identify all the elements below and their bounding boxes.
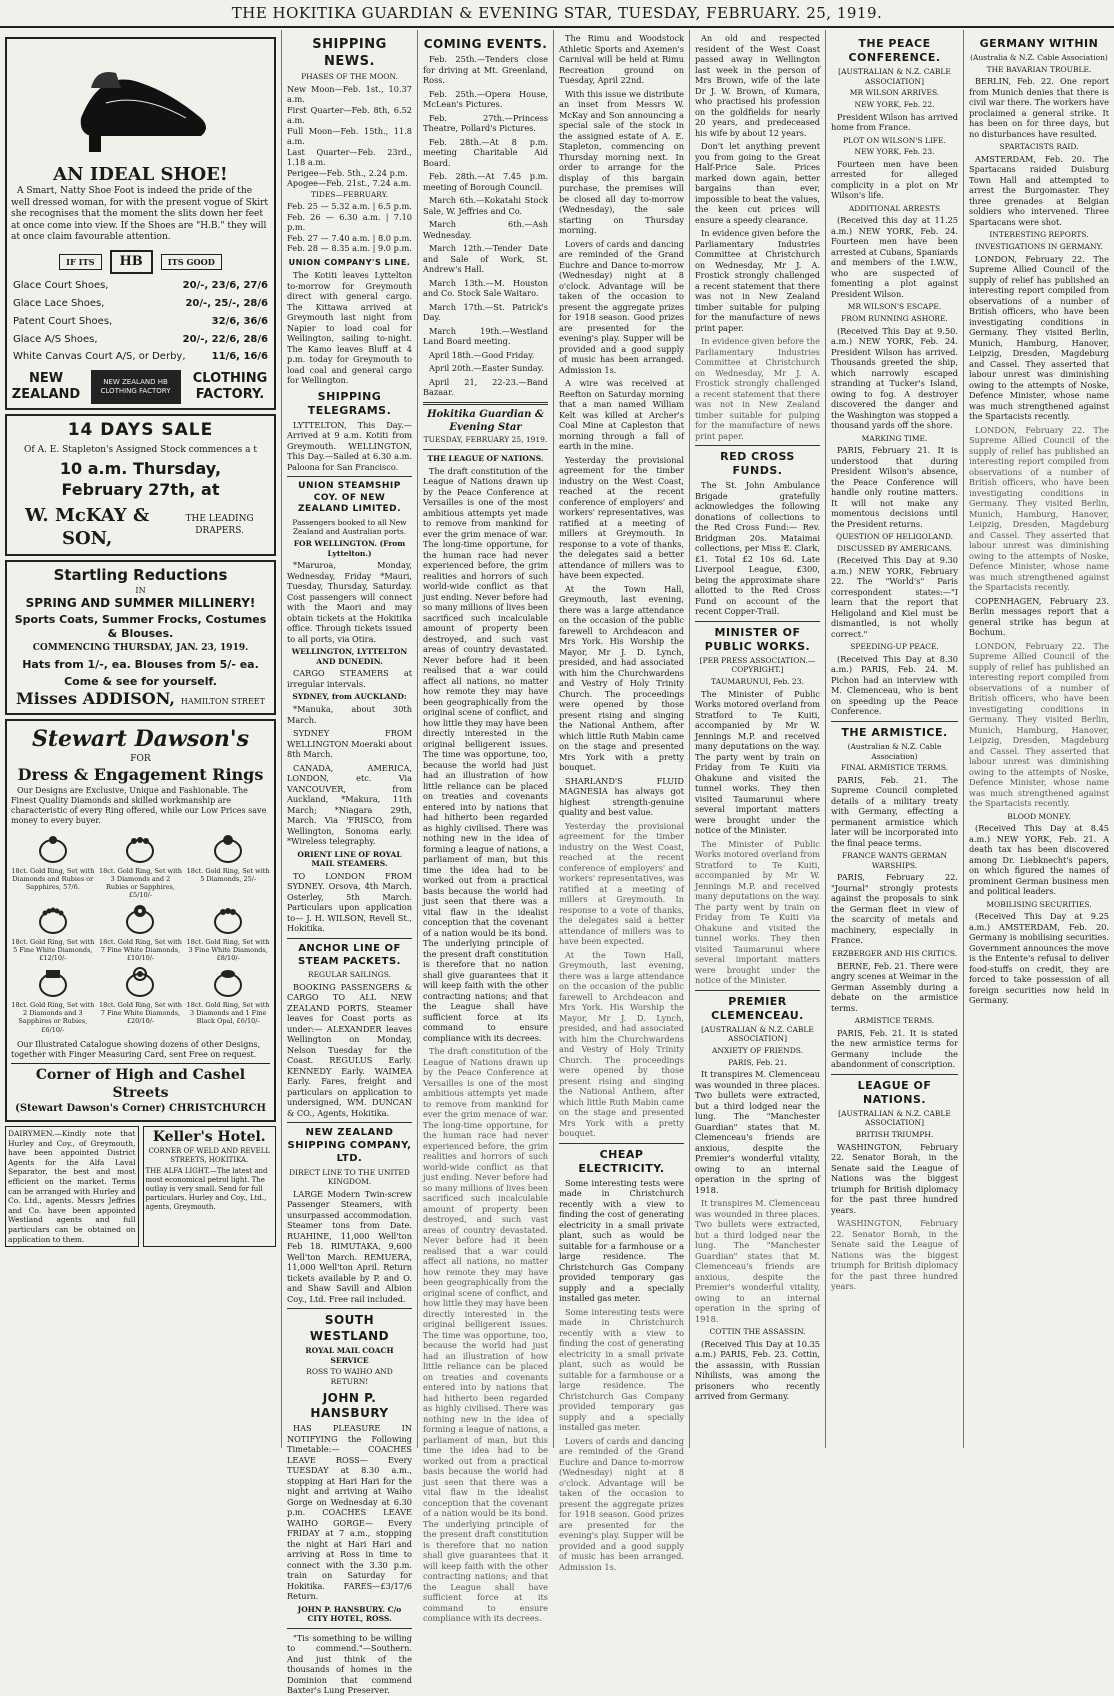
blood-head: BLOOD MONEY. bbox=[1007, 811, 1071, 821]
price-list bbox=[11, 280, 270, 364]
column-germany bbox=[964, 30, 1114, 1448]
tide-item: Feb. 26 — 6.30 a.m. | 7.10 p.m. bbox=[287, 211, 412, 233]
footer-right: CLOTHING FACTORY. bbox=[192, 370, 268, 403]
sale-headline: 14 DAYS SALE bbox=[67, 420, 214, 441]
keller-body: THE ALFA LIGHT.—The latest and most economical petrol light. The outlay is very small. Send for full particulars. Hurley and Coy., Ltd., agents, Greymouth. bbox=[145, 1166, 268, 1211]
ring-icon bbox=[208, 833, 248, 865]
millinery-sub: SPRING AND SUMMER MILLINERY! bbox=[25, 595, 256, 610]
ring-item bbox=[11, 833, 95, 900]
marking-head: MARKING TIME. bbox=[861, 433, 928, 443]
speeding-head: SPEEDING-UP PEACE. bbox=[850, 642, 939, 652]
divider bbox=[695, 990, 820, 991]
minister-head: MINISTER OF PUBLIC WORKS. bbox=[704, 625, 811, 653]
helgoland-head: QUESTION OF HELIGOLAND. bbox=[835, 532, 954, 542]
sydney-text: *Manuka, about 30th March. bbox=[287, 704, 412, 725]
news-para: Yesterday the provisional agreement for the timber industry on the West Coast, reached at the recent conference of employers' and workers' representatives, was ratified at a meeting of millers at Greymouth. In response to a vote of thanks, the delegates said a better attendance of millers was to have been expected. bbox=[559, 820, 684, 946]
armistice-head: THE ARMISTICE. bbox=[841, 725, 948, 739]
banner-left: IF ITS bbox=[59, 254, 101, 271]
investigations-head: INTERESTING REPORTS. bbox=[989, 230, 1089, 240]
south-sub: ROYAL MAIL COACH SERVICE bbox=[305, 1346, 394, 1365]
ring-item bbox=[11, 904, 95, 963]
helgoland-text: (Received This Day at 9.30 a.m.) NEW YORK, February 22. The "World's" Paris correspondent states:—"I learn that the report that Heligoland and Kiel must be dismantled, is not wholly correct." bbox=[831, 555, 958, 639]
wld-text: CARGO STEAMERS at irregular intervals. bbox=[287, 668, 412, 689]
tide-item: Feb. 28 — 8.35 a.m. | 9.0 p.m. bbox=[287, 243, 412, 254]
hansbury-text: HAS PLEASURE IN NOTIFYING the Following Timetable:— COACHES LEAVE ROSS— Every TUESDAY at 8.30 a.m., stopping at Hari Hari for the night and arriving at Waiho Gorge on Wednesday at 6.30 p.m. COACHES LEAVE WAIHO GORGE— Every FRIDAY at 7 a.m., stopping the night at Hari Hari and arriving at Ross in time to connect with the 3.30 p.m. train on Saturday for Hokitika. FARES—£3/17/6 Return. bbox=[287, 1423, 412, 1602]
ring-icon bbox=[120, 904, 160, 936]
south-sub2: ROSS TO WAIHO AND RETURN! bbox=[306, 1367, 393, 1386]
keller-title: Keller's Hotel. bbox=[152, 1129, 266, 1146]
column-events-editorial bbox=[418, 30, 554, 1624]
factory-logo: NEW ZEALAND HB CLOTHING FACTORY bbox=[91, 370, 181, 404]
red-cross-head: RED CROSS FUNDS. bbox=[720, 450, 795, 478]
event-item: Feb. 25th.—Tenders close for driving at Mt. Greenland, Ross. bbox=[423, 54, 548, 86]
shoe-illustration bbox=[11, 43, 270, 163]
paper-date: TUESDAY, FEBRUARY 25, 1919. bbox=[423, 435, 548, 445]
news-para: At the Town Hall, Greymouth, last evening, there was a large attendance on the occasion of the public farewell to Archdeacon and Mrs York. His Worship the Mayor, Mr J. D. Lynch, presided, and had associated with him the Churchwardens and Vestry of Holy Trinity Church. The proceedings were opened by those present rising and singing the National Anthem, after which little Ruth Mabin came on the stage and presented Mrs York with a pretty bouquet. bbox=[559, 583, 684, 772]
news-para: With this issue we distribute an inset from Messrs W. McKay and Son announcing a special sale of the stock in the assigned estate of A. E. Stapleton, commencing on Thursday morning next. In order to arrange for the display of this bargain purchase, the premises will be closed all day to-morrow (Wednesday), the sale starting on Thursday morning. bbox=[559, 88, 684, 235]
event-item: March 6th.—Kokatahi Stock Sale, W. Jeffries and Co. bbox=[423, 195, 548, 216]
erzberger-head: ERZBERGER AND HIS CRITICS. bbox=[831, 948, 958, 958]
wilson-text: President Wilson has arrived home from France. bbox=[831, 111, 958, 133]
quote-text: "Tis something to be willing to commend."—Southern. And just think of the thousands of homes in the Dominion that commend Baxter's Lung Preserver. bbox=[287, 1632, 412, 1696]
canada-text: CANADA, AMERICA, LONDON, etc. Via VANCOUVER, from Auckland, *Makura, 11th March; *Niagara 29th, March. Via 'FRISCO, from Wellington, Sonoma early. *Wireless telegraphy. bbox=[287, 762, 412, 847]
divider bbox=[559, 1143, 684, 1144]
hb-logo: HB bbox=[110, 250, 153, 275]
ring-item bbox=[186, 904, 270, 963]
news-para: An old and respected resident of the West Coast passed away in Wellington last week in the person of Mrs Brown, wife of the late Dr J. W. Brown, of Kumara, who practised his profession on the goldfields for nearly 20 years, and predeceased his wife by about 12 years. bbox=[695, 33, 820, 138]
league-title: BRITISH TRIUMPH. bbox=[855, 1129, 934, 1139]
escape-sub: FROM RUNNING ASHORE. bbox=[841, 313, 948, 323]
price-row bbox=[13, 316, 268, 329]
news-para: SHARLAND'S FLUID MAGNESIA has always got highest strength-genuine quality and best value. bbox=[559, 775, 684, 817]
price-row bbox=[13, 334, 268, 347]
for-wellington: FOR WELLINGTON. (From Lyttelton.) bbox=[293, 539, 406, 558]
premier-place: PARIS, Feb. 21. bbox=[728, 1057, 787, 1067]
column-news-2 bbox=[690, 30, 826, 1448]
divider bbox=[287, 1122, 412, 1123]
ring-icon bbox=[208, 967, 248, 999]
mobilising-text: (Received This Day at 9.25 a.m.) AMSTERDAM, Feb. 20. Germany is mobilising securities. Government announces the move is the Entente's refusal to deliver food-stuffs on credit, they are forced to take possession of all foreign securities now held in Germany. bbox=[969, 911, 1109, 1006]
news-para: The Rimu and Woodstock Athletic Sports and Axemen's Carnival will be held at Rimu Recreation ground on Tuesday, April 22nd. bbox=[559, 33, 684, 85]
divider bbox=[831, 1074, 958, 1075]
price-value: 11/6, 16/6 bbox=[211, 351, 268, 363]
shop-name: Misses ADDISON, bbox=[16, 689, 175, 708]
price-item: White Canvas Court A/S, or Derby, bbox=[13, 351, 186, 363]
event-item: Feb. 28th.—At 7.45 p.m. meeting of Borough Council. bbox=[423, 171, 548, 192]
divider bbox=[287, 476, 412, 477]
minister-text: The Minister of Public Works motored overland from Stratford to Te Kuiti, accompanied by Mr W. Jennings M.P. and received many deputations on the way. The party went by train on Friday from Te Kuiti via Ohakune and visited the tunnel works. They then visited Taumarunui where several important matters were brought under the notice of the Minister. bbox=[695, 838, 820, 986]
divider bbox=[423, 449, 548, 450]
nzs-sub: DIRECT LINE TO THE UNITED KINGDOM. bbox=[289, 1167, 410, 1187]
ring-icon bbox=[33, 833, 73, 865]
armistice-sub: (Australian & N.Z. Cable Association) bbox=[847, 741, 942, 761]
warships-head: FRANCE WANTS GERMAN WARSHIPS. bbox=[841, 851, 948, 870]
assassin-text: (Received This Day at 10.35 a.m.) PARIS, Feb. 23. Cottin, the assassin, with Russian Nihilists, was among the prisoners who recently arrived from Germany. bbox=[695, 1338, 820, 1402]
price-item: Glace Lace Shoes, bbox=[13, 298, 105, 310]
wilson-place: NEW YORK, Feb. 22. bbox=[854, 99, 935, 109]
tide-item: Feb. 27 — 7.40 a.m. | 8.0 p.m. bbox=[287, 232, 412, 243]
minister-place: TAUMARUNUI, Feb. 23. bbox=[711, 677, 804, 686]
bottom-ads bbox=[5, 1126, 276, 1247]
price-item: Glace Court Shoes, bbox=[13, 280, 109, 292]
hansbury-addr: JOHN P. HANSBURY. C/o CITY HOTEL, ROSS. bbox=[297, 1604, 402, 1624]
ring-icon bbox=[120, 967, 160, 999]
union-head: UNION COMPANY'S LINE. bbox=[288, 257, 411, 267]
helgoland-sub: DISCUSSED BY AMERICANS. bbox=[836, 543, 953, 553]
ring-item bbox=[11, 967, 95, 1034]
ring-caption: 18ct. Gold Ring, Set with 3 Diamonds and 2 Rubies or Sapphires, £5/10/- bbox=[99, 866, 182, 900]
premier-text: It transpires M. Clemenceau was wounded in three places. Two bullets were extracted, but a third lodged near the lung. The "Manchester Guardian" states that M. Clemenceau's friends are anxious, despite the Premier's wonderful vitality, owing to an internal operation in the spring of 1918. bbox=[695, 1198, 820, 1324]
news-para: A wire was received at Reefton on Saturday morning that a man named William Kelt was killed at Archer's Coal Mine at Capleston that morning through a fall of earth in the mine. bbox=[559, 378, 684, 451]
usscoy-sub: Passengers booked to all New Zealand and Australian ports. bbox=[292, 517, 407, 537]
news-para: At the Town Hall, Greymouth, last evening, there was a large attendance on the occasion of the public farewell to Archdeacon and Mrs York. His Worship the Mayor, Mr J. D. Lynch, presided, and had associated with him the Churchwardens and Vestry of Holy Trinity Church. The proceedings were opened by those present rising and singing the National Anthem, after which little Ruth Mabin came on the stage and presented Mrs York with a pretty bouquet. bbox=[559, 949, 684, 1138]
armterms-text: PARIS, Feb. 21. It is stated the new armistice terms for Germany include the abandonment of conscription. bbox=[831, 1027, 958, 1070]
editorial-text: The draft constitution of the League of Nations drawn up by the Peace Conference at Versailles is one of the most ambitious attempts yet made to remove from mankind for ever the grim menace of war. The long-time opportune, for the human race had never experienced before, the grim realities and horrors of such world-wide conflict as that just ending. Never before had so many millions of lives been sacrificed such incalculable amount of property been destroyed, and such vast areas of country devastated. Never before had it been realised that a war could affect all nations, no matter how remote they may have been geographically from the original scene of conflict, and how little they may have been directly interested in the original belligerent issues. The time was opportune, too, because the world had just had an illustration of how little reliance can be placed on treaties and covenants entered into by nations that had hitherto been regarded as highly civilised. There was nothing new in the idea of forming a league of nations, a parliament of man, but this time the idea had to be worked out from a practical basis because the world had just seen that there was a vital flaw in the idealist conception that the covenant of a nation would be its bond. The underlying principle of the present draft constitution is therefore that no nation shall give guarantees that it will keep faith with the other contracting nations; and that the League shall have sufficient force at its command to ensure compliance with its decrees. bbox=[423, 1046, 548, 1624]
nzs-text: LARGE Modern Twin-screw Passenger Steamers, with unsurpassed accommodation. Steamer tons from Date. RUAHINE, 11,000 Well'ton Feb 18. RIMUTAKA, 9,600 Well'ton March. REMUERA, 11,000 Well'ton April. Return tickets available by P. and O. and Shaw Savill and Albion Coy., Ltd. Free rail included. bbox=[287, 1188, 412, 1304]
event-item: March 6th.—Ash Wednesday. bbox=[423, 219, 548, 240]
millinery-shop bbox=[11, 689, 270, 709]
tides-head: TIDES—FEBRUARY. bbox=[310, 189, 389, 199]
rings-corner: Corner of High and Cashel Streets bbox=[11, 1063, 270, 1103]
spartacists-head: SPARTACISTS RAID. bbox=[999, 142, 1079, 152]
ring-icon bbox=[208, 904, 248, 936]
orient-head: ORIENT LINE OF ROYAL MAIL STEAMERS. bbox=[297, 849, 402, 869]
ring-caption: 18ct. Gold Ring, Set with 2 Diamonds and 3 Sapphires or Rubies, £6/10/- bbox=[11, 1000, 95, 1034]
ring-item bbox=[186, 833, 270, 900]
anchor-sub: REGULAR SAILINGS. bbox=[307, 970, 392, 980]
millinery-items: Sports Coats, Summer Frocks, Costumes & Blouses. bbox=[14, 613, 267, 641]
rings-corner-sub: (Stewart Dawson's Corner) CHRISTCHURCH bbox=[15, 1103, 266, 1115]
league-sub: [AUSTRALIAN & N.Z. CABLE ASSOCIATION] bbox=[838, 1108, 951, 1128]
price-value: 20/-, 25/-, 28/6 bbox=[185, 298, 268, 310]
nzs-head: NEW ZEALAND SHIPPING COMPANY, LTD. bbox=[287, 1127, 412, 1164]
ring-caption: 18ct. Gold Ring, Set with Diamonds and Rubies or Sapphires, 57/6. bbox=[11, 866, 95, 892]
divider bbox=[287, 938, 412, 939]
divider bbox=[831, 721, 958, 722]
price-item: Glace A/S Shoes, bbox=[13, 333, 98, 345]
copenhagen-text: COPENHAGEN, February 23. Berlin messages report that a general strike has begun at Bochum. bbox=[969, 595, 1109, 638]
editorial-head: THE LEAGUE OF NATIONS. bbox=[427, 454, 544, 464]
banner-right: ITS GOOD bbox=[161, 254, 222, 271]
event-item: Feb. 27th.—Princess Theatre, Pollard's Pictures. bbox=[423, 112, 548, 134]
wld-head: WELLINGTON, LYTTELTON AND DUNEDIN. bbox=[291, 647, 408, 666]
ring-caption: 18ct. Gold Ring, Set with 5 Diamonds, 25/- bbox=[186, 866, 270, 883]
shop-addr: HAMILTON STREET bbox=[180, 697, 265, 706]
bavarian-head: THE BAVARIAN TROUBLE. bbox=[986, 64, 1092, 74]
germany-sub: (Australia & N.Z. Cable Association) bbox=[970, 53, 1108, 63]
moon-item: First Quarter—Feb. 8th, 6.52 a.m. bbox=[287, 104, 412, 126]
keller-ad bbox=[143, 1126, 277, 1247]
escape-head: MR WILSON'S ESCAPE. bbox=[847, 302, 942, 312]
moon-list bbox=[287, 84, 412, 189]
ring-caption: 18ct. Gold Ring, Set with 7 Fine White Diamonds, £10/10/- bbox=[99, 937, 182, 963]
hansbury-head: JOHN P. HANSBURY bbox=[310, 1390, 389, 1420]
event-item: April 18th.—Good Friday. bbox=[429, 349, 535, 360]
ring-icon bbox=[120, 833, 160, 865]
ring-caption: 18ct. Gold Ring, Set with 3 Diamonds and 1 Fine Black Opal, £6/10/- bbox=[186, 1000, 270, 1026]
orient-text: TO LONDON FROM SYDNEY. Orsova, 4th March. Osterley, 5th March. Particulars upon application to— J. H. WILSON, Revell St., Hokitika. bbox=[287, 870, 412, 934]
plot-text: Fourteen men have been arrested for alleged complicity in a plot on Mr Wilson's life. bbox=[831, 158, 958, 201]
price-row bbox=[13, 298, 268, 311]
armistice-title: FINAL ARMISTICE TERMS. bbox=[841, 763, 948, 773]
divider bbox=[287, 1628, 412, 1629]
merchant-tag: THE LEADING DRAPERS. bbox=[185, 514, 254, 536]
investigations-text: LONDON, February 22. The Supreme Allied Council of the supply of relief has published an interesting report compiled from observations of a number of British officers, who have been investigating conditions in Germany. They visited Berlin, Munich, Hamburg, Hanover, Leipzig, Dresden, Magdeburg and Cassel. They asserted that labour unrest was diminishing owing to the attempts of Noske, Defence Minister, whose name was much strengthened against the Spartacists recently. bbox=[969, 640, 1109, 809]
sale-merchant bbox=[11, 504, 270, 550]
minister-sub: [PER PRESS ASSOCIATION.—COPYRIGHT.] bbox=[699, 655, 816, 675]
investigations-sub: INVESTIGATIONS IN GERMANY. bbox=[975, 241, 1103, 251]
rings-ad bbox=[5, 719, 276, 1122]
event-item: March 17th.—St. Patrick's Day. bbox=[423, 301, 548, 323]
millinery-hats: Hats from 1/-, ea. Blouses from 5/- ea. bbox=[22, 657, 259, 671]
sydney-head: SYDNEY, from AUCKLAND: bbox=[292, 692, 407, 702]
bavarian-text: BERLIN, Feb. 22. One report from Munich denies that there is civil war there. The workers have proclaimed a general strike. It has been on for three days, but no disturbances have resulted. bbox=[969, 76, 1109, 139]
rings-subtitle: Dress & Engagement Rings bbox=[17, 765, 264, 785]
rings-catalogue: Our Illustrated Catalogue showing dozens of other Designs, together with Finger Measuring Card, sent Free on request. bbox=[11, 1039, 261, 1060]
merchant-name: W. McKAY & SON, bbox=[25, 505, 150, 550]
telegrams-text: LYTTELTON, This Day.—Arrived at 9 a.m. Kotiti from Greymouth. WELLINGTON, This Day.—Sailed at 6.30 a.m. Paloona for San Francisco. bbox=[287, 419, 412, 472]
ring-item bbox=[186, 967, 270, 1034]
anchor-head: ANCHOR LINE OF STEAM PACKETS. bbox=[298, 942, 401, 967]
phases-head: PHASES OF THE MOON. bbox=[301, 72, 398, 82]
premier-title: ANXIETY OF FRIENDS. bbox=[712, 1045, 803, 1055]
league-text: WASHINGTON, February 22. Senator Borah, in the Senate said the League of Nations was the biggest triumph for British diplomacy for the past three hundred years. bbox=[831, 1218, 958, 1292]
shoe-ad bbox=[5, 37, 276, 410]
ring-caption: 18ct. Gold Ring, Set with 3 Fine White Diamonds, £8/10/- bbox=[186, 937, 270, 963]
ring-item bbox=[99, 833, 183, 900]
cheap-electricity-text: Some interesting tests were made in Christchurch recently with a view to finding the cost of generating electricity in a small private plant, such as would be suitable for a farmhouse or a large residence. The Christchurch Gas Company provided temporary gas supply and a specially installed gas meter. bbox=[559, 1306, 684, 1433]
cheap-electricity-text: Some interesting tests were made in Christchurch recently with a view to finding the cost of generating electricity in a small private plant, such as would be suitable for a farmhouse or a large residence. The Christchurch Gas Company provided temporary gas supply and a specially installed gas meter. bbox=[559, 1177, 684, 1304]
ring-caption: 18ct. Gold Ring, Set with 5 Fine White Diamonds, £12/10/- bbox=[11, 937, 95, 963]
wellington-text: *Maruroa, Monday, Wednesday, Friday *Mauri, Tuesday, Thursday, Saturday. Cost passengers will connect with the Maori and may obtain tickets at the Hokitika office. Through tickets issued to all ports, via Otira. bbox=[287, 560, 412, 644]
wilson-arrives: MR WILSON ARRIVES. bbox=[849, 88, 940, 98]
divider bbox=[287, 1308, 412, 1309]
telegrams-head: SHIPPING TELEGRAMS. bbox=[307, 389, 392, 417]
blood-text: (Received This Day at 8.45 a.m.) NEW YORK, Feb. 21. A death tax has been discovered among Dr. Liebknecht's papers, on which figured the names of prominent German business men and political leaders. bbox=[969, 823, 1109, 897]
shoe-body: A Smart, Natty Shoe Foot is indeed the pride of the well dressed woman, for with the present vogue of Skirt she recognises that the moment the slits down her feet at once come into view. If the Shoes are "H.B." they will at once claim favourable attention. bbox=[11, 186, 269, 243]
ring-icon bbox=[33, 967, 73, 999]
plot-place: NEW YORK, Feb. 23. bbox=[854, 147, 935, 157]
paper-name: Hokitika Guardian & Evening Star bbox=[427, 408, 544, 433]
news-para: Don't let anything prevent you from going to the Great Half-Price Sale. Prices marked down again, better bargains than ever, impossible to beat the values, the keen cut prices will ensure a speedy clearance. bbox=[695, 141, 820, 225]
millinery-in: IN bbox=[135, 585, 146, 595]
peace-head: THE PEACE CONFERENCE. bbox=[848, 37, 941, 65]
divider bbox=[695, 621, 820, 622]
news-para: In evidence given before the Parliamentary Industries Committee at Christchurch on Wednesday, Mr J. A. Frostick strongly challenged a recent statement that there was not in New Zealand timber suitable for pulping for the manufacture of news print paper. bbox=[695, 336, 820, 441]
plot-head: PLOT ON WILSON'S LIFE. bbox=[843, 135, 946, 145]
ring-item bbox=[99, 967, 183, 1034]
assassin-head: COTTIN THE ASSASSIN. bbox=[709, 1327, 806, 1337]
price-item: Patent Court Shoes, bbox=[13, 315, 113, 327]
price-value: 32/6, 36/6 bbox=[211, 315, 268, 327]
rings-for: FOR bbox=[130, 753, 151, 764]
tides-list bbox=[287, 201, 412, 254]
premier-head: PREMIER CLEMENCEAU. bbox=[711, 994, 804, 1022]
tide-item: Feb. 25 — 5.32 a.m. | 6.5 p.m. bbox=[287, 201, 412, 212]
union-text: The Kotiti leaves Lyttelton to-morrow for Greymouth direct with general cargo. The Kittawa arrived at Greymouth last night from Napier to load coal for Wellington, sailing to-night. The Kamo leaves Bluff at 4 p.m. today for Greymouth to load coal and general cargo for Wellington. bbox=[287, 270, 412, 386]
league-text: WASHINGTON, February 22. Senator Borah, in the Senate said the League of Nations was the biggest triumph for British diplomacy for the past three hundred years. bbox=[831, 1141, 958, 1215]
league-head: LEAGUE OF NATIONS. bbox=[857, 1078, 932, 1106]
keller-addr: CORNER OF WELD AND REVELL STREETS, HOKITIKA. bbox=[148, 1146, 271, 1164]
south-head: SOUTH WESTLAND bbox=[309, 1313, 390, 1343]
red-cross-text: The St. John Ambulance Brigade gratefully acknowledges the following donations of collections to the Red Cross Fund:— Rev. Bridgman 20s. Mataimai collections, per Miss E. Clark, £1. Total £2 10s 6d. Late Liverpool League, £300, being the approximate share allotted to the Red Cross Fund on account of the recent Copper-Trail. bbox=[695, 480, 820, 617]
usscoy-head: UNION STEAMSHIP COY. OF NEW ZEALAND LIMITED. bbox=[297, 481, 402, 515]
marking-text: PARIS, February 21. It is understood that during President Wilson's absence, the Peace Conference will handle only routine matters. It will not make any momentous decisions until the President returns. bbox=[831, 445, 958, 529]
coming-events-head: COMING EVENTS. bbox=[423, 37, 548, 51]
moon-item: New Moon—Feb. 1st., 10.37 a.m. bbox=[287, 83, 412, 105]
divider bbox=[695, 445, 820, 446]
shoe-icon bbox=[61, 48, 221, 158]
event-item: April 20th.—Easter Sunday. bbox=[429, 363, 544, 374]
moon-item: Perigee—Feb. 5th., 2.24 p.m. bbox=[287, 167, 408, 178]
sydney2-text: SYDNEY FROM WELLINGTON Moeraki about 8th March. bbox=[287, 728, 412, 760]
moon-item: Last Quarter—Feb. 23rd., 1.18 a.m. bbox=[287, 146, 412, 168]
price-row bbox=[13, 280, 268, 293]
dairymen-ad: DAIRYMEN.—Kindly note that Hurley and Coy., of Greymouth, have been appointed District Agents for the Alfa Laval Separator, the best and most efficient on the market. Terms can be arranged with Hurley and Co. Ltd., agents. Messrs Jeffries and Co. have been appointed Westland agents and full particulars can be obtained on application to them. bbox=[5, 1126, 139, 1247]
sale-line3: February 27th, at bbox=[61, 479, 220, 499]
erzberger-text: BERNE, Feb. 21. There were angry scenes at Weimar in the German Assembly during a debate on the armistice terms. bbox=[831, 960, 958, 1013]
footer-left: NEW ZEALAND bbox=[11, 370, 81, 403]
sale-line2: 10 a.m. Thursday, bbox=[59, 459, 222, 479]
event-item: Feb. 28th.—At 8 p.m. meeting Charitable Aid Board. bbox=[423, 136, 548, 168]
millinery-headline: Startling Reductions bbox=[53, 566, 228, 585]
news-para: Yesterday the provisional agreement for the timber industry on the West Coast, reached at the recent conference of employers' and workers' representatives, was ratified at a meeting of millers at Greymouth. In response to a vote of thanks, the delegates said a better attendance of millers was to have been expected. bbox=[559, 454, 684, 580]
investigations-text: LONDON, February 22. The Supreme Allied Council of the supply of relief has published an interesting report compiled from observations of a number of British officers, who have been investigating conditions in Germany. They visited Berlin, Munich, Hamburg, Hanover, Leipzig, Dresden, Magdeburg and Cassel. They asserted that labour unrest was diminishing owing to the attempts of Noske, Defence Minister, whose name was much strengthened against the Spartacists recently. bbox=[969, 424, 1109, 593]
news-para: In evidence given before the Parliamentary Industries Committee at Christchurch on Wednesday, Mr J. A. Frostick strongly challenged a recent statement that there was not in New Zealand timber suitable for pulping for the manufacture of news print paper. bbox=[695, 228, 820, 333]
column-shipping bbox=[282, 30, 418, 1696]
column-peace-conference bbox=[826, 30, 964, 1448]
shoe-banner bbox=[11, 250, 270, 275]
arrests-text: (Received this day at 11.25 a.m.) NEW YORK, Feb. 24. Fourteen men have been arrested at Cubans, Spaniards and members of the I.W.W., who are suspected of fomenting a plot against President Wilson. bbox=[831, 215, 958, 299]
sale-line1: Of A. E. Stapleton's Assigned Stock commences a t bbox=[24, 444, 257, 455]
peace-sub: [AUSTRALIAN & N.Z. CABLE ASSOCIATION] bbox=[838, 67, 951, 86]
factory-footer bbox=[11, 370, 270, 404]
event-item: March 13th.—M. Houston and Co. Stock Sale Waitaro. bbox=[423, 277, 548, 299]
ring-caption: 18ct. Gold Ring, Set with 7 Fine White Diamonds, £20/10/- bbox=[99, 1000, 182, 1026]
investigations-text: LONDON, February 22. The Supreme Allied Council of the supply of relief has published an interesting report compiled from observations of a number of British officers, who have been investigating conditions in Germany. They visited Berlin, Munich, Hamburg, Hanover, Leipzig, Dresden, Magdeburg and Cassel. They asserted that labour unrest was diminishing owing to the attempts of Noske, Defence Minister, whose name was much strengthened against the Spartacists recently. bbox=[969, 253, 1109, 422]
price-value: 20/-, 23/6, 27/6 bbox=[182, 280, 268, 292]
price-row bbox=[13, 351, 268, 364]
event-item: Feb. 25th.—Opera House, McLean's Pictures. bbox=[423, 88, 548, 110]
shoe-headline: AN IDEAL SHOE! bbox=[53, 164, 228, 185]
arrests-head: ADDITIONAL ARRESTS bbox=[848, 203, 941, 213]
minister-text: The Minister of Public Works motored overland from Stratford to Te Kuiti, accompanied by Mr W. Jennings M.P. and received many deputations on the way. The party went by train on Friday from Te Kuiti via Ohakune and visited the tunnel works. They then visited Taumarunui where several important matters were brought under the notice of the Minister. bbox=[695, 688, 820, 836]
masthead-title: THE HOKITIKA GUARDIAN & EVENING STAR, TUESDAY, FEBRUARY. 25, 1919. bbox=[231, 4, 883, 22]
event-item: March 12th.—Tender Date and Sale of Work, St. Andrew's Hall. bbox=[423, 243, 548, 275]
column-ads bbox=[0, 30, 282, 1448]
anchor-text: BOOKING PASSENGERS & CARGO TO ALL NEW ZEALAND PORTS. Steamer leaves for Coast ports as under:— ALEXANDER leaves Wellington on Monday, Nelson Tuesday for the Coast. REGULUS Early. KENNEDY Early. WAIMEA Early. Fares, freight and particulars on application to undersigned, WM. DUNCAN & CO., Agents, Hokitika. bbox=[287, 981, 412, 1118]
millinery-call: Come & see for yourself. bbox=[64, 674, 217, 688]
escape-text: (Received This Day at 9.50. a.m.) NEW YORK, Feb. 24. President Wilson has arrived. Thousands greeted the ship, which narrowly escaped stranding at Tucker's Island, owing to fog. A destroyer discovered the danger and the Washington was stopped a thousand yards off the shore. bbox=[831, 325, 958, 430]
masthead bbox=[0, 0, 1114, 28]
sale-ad bbox=[5, 414, 276, 556]
premier-text: It transpires M. Clemenceau was wounded in three places. Two bullets were extracted, but a third lodged near the lung. The "Manchester Guardian" states that M. Clemenceau's friends are anxious, despite the Premier's wonderful vitality, owing to an internal operation in the spring of 1918. bbox=[695, 1069, 820, 1195]
millinery-ad bbox=[5, 560, 276, 715]
news-para: Lovers of cards and dancing are reminded of the Grand Euchre and Dance to-morrow (Wednesday) night at 8 o'clock. Advantage will be taken of the occasion to present the aggregate prizes for 1918 season. Good prizes are presented for the evening's play. Supper will be provided and a good supply of music has been arranged. Admission 1s. bbox=[559, 238, 684, 375]
armterms-head: ARMISTICE TERMS. bbox=[854, 1016, 935, 1026]
events-list bbox=[423, 54, 548, 398]
ring-icon bbox=[33, 904, 73, 936]
event-item: March 19th.—Westland Land Board meeting. bbox=[423, 325, 548, 347]
price-value: 20/-, 22/6, 28/6 bbox=[182, 333, 268, 345]
moon-item: Full Moon—Feb. 15th., 11.8 a.m. bbox=[287, 125, 412, 147]
column-local-news bbox=[554, 30, 690, 1572]
warships-text: PARIS, February 22. "Journal" strongly protests against the proposals to sink the German fleet in view of the scarcity of metals and machinery, especially in France. bbox=[831, 872, 958, 946]
premier-sub: [AUSTRALIAN & N.Z. CABLE ASSOCIATION] bbox=[701, 1024, 814, 1044]
divider bbox=[423, 402, 548, 405]
news-para: Lovers of cards and dancing are reminded of the Grand Euchre and Dance to-morrow (Wednesday) night at 8 o'clock. Advantage will be taken of the occasion to present the aggregate prizes for 1918 season. Good prizes are presented for the evening's play. Supper will be provided and a good supply of music has been arranged. Admission 1s. bbox=[559, 1435, 684, 1572]
event-item: April 21, 22-23.—Band Bazaar. bbox=[423, 376, 548, 398]
millinery-date: COMMENCING THURSDAY, JAN. 23, 1919. bbox=[32, 643, 249, 654]
speeding-text: (Received This Day at 8.30 a.m.) PARIS, Feb. 24. M. Pichon had an interview with M. Clemenceau, who is bent on speeding up the Peace Conference. bbox=[831, 653, 958, 717]
germany-head: GERMANY WITHIN bbox=[979, 37, 1099, 50]
mobilising-head: MOBILISING SECURITIES. bbox=[986, 899, 1092, 909]
editorial-text: The draft constitution of the League of Nations drawn up by the Peace Conference at Versailles is one of the most ambitious attempts yet made to remove from mankind for ever the grim menace of war. The long-time opportune, for the human race had never experienced before, the grim realities and horrors of such world-wide conflict as that just ending. Never before had so many millions of lives been sacrificed such incalculable amount of property been destroyed, and such vast areas of country devastated. Never before had it been realised that a war could affect all nations, no matter how remote they may have been geographically from the original scene of conflict, and how little they may have been directly interested in the original belligerent issues. The time was opportune, too, because the world had just had an illustration of how little reliance can be placed on treaties and covenants entered into by nations that had hitherto been regarded as highly civilised. There was nothing new in the idea of forming a league of nations, a parliament of man, but this time the idea had to be worked out from a practical basis because the world had just seen that there was a vital flaw in the idealist conception that the covenant of a nation would be its bond. The underlying principle of the present draft constitution is therefore that no nation shall give guarantees that it will keep faith with the other contracting nations; and that the League shall have sufficient force at its command to ensure compliance with its decrees. bbox=[423, 465, 548, 1043]
ring-item bbox=[99, 904, 183, 963]
moon-item: Apogee—Feb. 21st., 7.24 a.m. bbox=[287, 178, 412, 189]
rings-body: Our Designs are Exclusive, Unique and Fashionable. The Finest Quality Diamonds and skilled workmanship are characteristic of every Ring offered, while our Low Prices save money to every buyer. bbox=[11, 785, 267, 826]
cheap-electricity-head: CHEAP ELECTRICITY. bbox=[578, 1147, 665, 1175]
spartacists-text: AMSTERDAM, Feb. 20. The Spartacans raided Duisburg Town Hall and attempted to arrest the Burgomaster. They three grenades at Belgian soldiers who intervened. Three Spartacans were shot. bbox=[969, 153, 1109, 227]
shipping-news-head: SHIPPING NEWS. bbox=[312, 37, 387, 69]
rings-grid bbox=[11, 833, 270, 1034]
armistice-text: PARIS, Feb. 21. The Supreme Council completed details of a military treaty with Germany, effecting a permanent armistice which later will be incorporated into the final peace terms. bbox=[831, 774, 958, 848]
rings-title: Stewart Dawson's bbox=[31, 726, 250, 753]
